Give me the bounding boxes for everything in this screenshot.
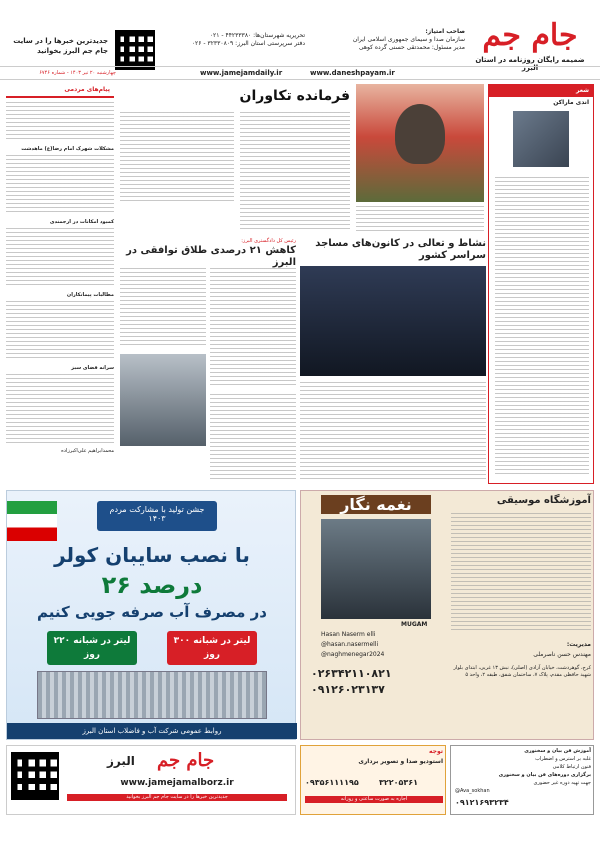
instagram[interactable]: @hasan.nasermelli	[321, 641, 379, 648]
studio-phone-1[interactable]: ۰۹۳۵۶۱۱۱۱۹۵	[305, 778, 359, 787]
footer-qr-code[interactable]	[11, 752, 59, 800]
handle[interactable]: @naghmenegar2024	[321, 651, 385, 658]
studio-title: استودیو صدا و تصویر برداری	[358, 758, 443, 765]
portrait-silhouette	[395, 104, 445, 164]
top-story	[120, 84, 485, 234]
url-jamejam[interactable]: www.jamejamdaily.ir	[200, 69, 283, 77]
water-line1: با نصب سایبان کولر	[54, 543, 250, 567]
speech-line-3: فنون ارتباط کلامی	[552, 764, 591, 770]
speech-instagram[interactable]: @Ava_sokhan	[455, 788, 490, 794]
message-item-1: مشکلات شهرک امام رضا(ع) ماهدشت	[21, 146, 114, 152]
speech-line-5: جهت تهیه دوره غیر حضوری	[533, 780, 591, 786]
owner: سازمان صدا و سیمای جمهوری اسلامی ایران	[352, 36, 465, 43]
phone1: تحریریه شهرستان‌ها: ۴۴۲۳۳۳۸۰ - ۰۲۱	[209, 32, 305, 39]
water-kicker-banner	[97, 501, 217, 531]
messages-body-2	[6, 155, 114, 215]
speech-ad	[450, 745, 594, 815]
music-address: کرج، گوهردشت، خیابان آزادی (اصلی)، نبش ۱۳ غربی، ابتدای بلوار شهید حافظی مقدم، پلاک ۷، ساختمان شفق، طبقه ۲، واحد ۵	[453, 665, 591, 678]
poem-column	[488, 84, 594, 484]
message-item-3: مطالبات پیمانکاران	[66, 292, 114, 298]
messages-body-5	[6, 374, 114, 444]
message-item-2: کمبود امکانات در ارجمندی	[49, 219, 114, 225]
logo-subtitle: ضمیمه رایگان روزنامه در استان البرز	[475, 56, 585, 72]
music-phone-1[interactable]: ۰۲۶۳۴۲۱۱۰۸۲۱	[311, 667, 392, 680]
top-story-body-1	[240, 112, 350, 232]
water-ad	[6, 490, 296, 740]
speech-phone[interactable]: ۰۹۱۲۱۶۹۳۲۳۴	[455, 798, 509, 807]
iran-flag	[7, 501, 57, 541]
mosque-body	[300, 382, 486, 482]
poem-author: اندی ماراکن	[553, 99, 589, 106]
author-photo	[513, 111, 569, 167]
music-manager: مهندس حسن ناصرملی	[533, 651, 591, 658]
court-body-2	[120, 268, 206, 348]
cooler-units	[37, 671, 267, 719]
water-badge-2: ۲۲۰ لیتر در شبانه روز	[47, 631, 137, 665]
water-badge-1: ۳۰۰ لیتر در شبانه روز	[167, 631, 257, 665]
issue-date: چهارشنبه ۲۰ تیر ۱۴۰۳ - شماره ۶۷۴۶	[39, 70, 116, 76]
court-story	[120, 238, 296, 484]
court-body-3	[210, 394, 296, 482]
teacher-photo	[321, 519, 431, 619]
logo-text: جام جم	[482, 18, 578, 53]
studio-ad	[300, 745, 446, 815]
footer-cta[interactable]: جدیدترین خبرها را در سایت جام جم البرز بخوانید	[67, 794, 287, 801]
drum-label: MUGAM	[401, 621, 428, 628]
music-courses	[451, 513, 591, 633]
water-line3: در مصرف آب صرفه جویی کنیم	[37, 603, 267, 621]
messages-body-1	[6, 102, 114, 142]
court-photo	[120, 354, 206, 446]
messages-header: پیام‌های مردمی	[6, 84, 114, 98]
music-manager-label: مدیریت:	[566, 641, 591, 648]
court-kicker: رئیس کل دادگستری البرز:	[241, 238, 296, 244]
footer-banner	[6, 745, 296, 815]
mosque-headline: نشاط و تعالی در کانون‌های مساجد سراسر کشور	[315, 238, 486, 261]
top-story-headline: فرمانده تکاوران	[239, 88, 350, 104]
messages-column	[6, 84, 114, 484]
contact-info	[165, 32, 305, 62]
url-daneshpayam[interactable]: www.daneshpayam.ir	[310, 69, 395, 77]
music-phone-2[interactable]: ۰۹۱۲۶۰۲۳۱۳۷	[311, 683, 385, 696]
studio-label: توجه	[429, 748, 443, 755]
court-headline: کاهش ۲۱ درصدی طلاق توافقی در البرز	[126, 245, 296, 268]
owner-label: صاحب امتیاز:	[425, 28, 465, 35]
manager: مدیر مسئول: محمدتقی حسنی گرده کوهی	[358, 44, 465, 51]
messages-body-3	[6, 228, 114, 288]
studio-phone-2[interactable]: ۳۲۲۰۵۳۶۱	[379, 778, 419, 787]
footer-url[interactable]: www.jamejamalborz.ir	[120, 778, 234, 788]
masthead-logo	[470, 18, 590, 72]
poem-text	[495, 177, 589, 477]
studio-rent: اجاره به صورت ساعتی و روزانه	[305, 796, 443, 803]
teacher-name: Hasan Naserm elli	[321, 631, 376, 638]
water-footer: روابط عمومی شرکت آب و فاضلاب استان البرز	[7, 723, 297, 739]
publisher-info	[310, 28, 465, 68]
speech-line-2: غلبه بر استرس و اضطراب	[535, 756, 591, 762]
messages-footer: محمدابراهیم علی‌اکبرزاده	[61, 448, 114, 454]
speech-line-1: آموزش فن بیان و سخنوری	[524, 748, 591, 754]
music-name: نغمه نگار	[321, 495, 431, 514]
header-qr-code[interactable]	[115, 30, 155, 70]
music-ad	[300, 490, 594, 740]
phone2: دفتر سرپرستی استان البرز: ۳۲۳۳۰۸۰۹ - ۰۲۶	[191, 40, 305, 47]
mosque-story	[300, 238, 486, 484]
header-promo[interactable]: جدیدترین خبرها را در سایت جام جم البرز بخوانید	[13, 37, 108, 55]
water-line2: ۲۶ درصد	[101, 571, 203, 599]
footer-region: البرز	[107, 754, 135, 768]
top-story-body-2	[120, 112, 234, 202]
water-kicker: جشن تولید با مشارکت مردم	[109, 505, 205, 514]
message-item-4: سرانه فضای سبز	[71, 365, 114, 371]
water-year: ۱۴۰۳	[148, 514, 166, 523]
date-bar	[0, 66, 600, 80]
speech-line-4: برگزاری دوره‌های فن بیان و سخنوری	[498, 772, 591, 778]
poem-header: شعر	[489, 85, 593, 97]
mosque-photo	[300, 266, 486, 376]
messages-body-4	[6, 301, 114, 361]
music-title: آموزشگاه موسیقی	[496, 495, 591, 506]
top-story-caption	[356, 206, 484, 232]
masthead	[0, 0, 600, 82]
court-body-1	[210, 268, 296, 388]
footer-logo: جام جم	[157, 750, 215, 771]
